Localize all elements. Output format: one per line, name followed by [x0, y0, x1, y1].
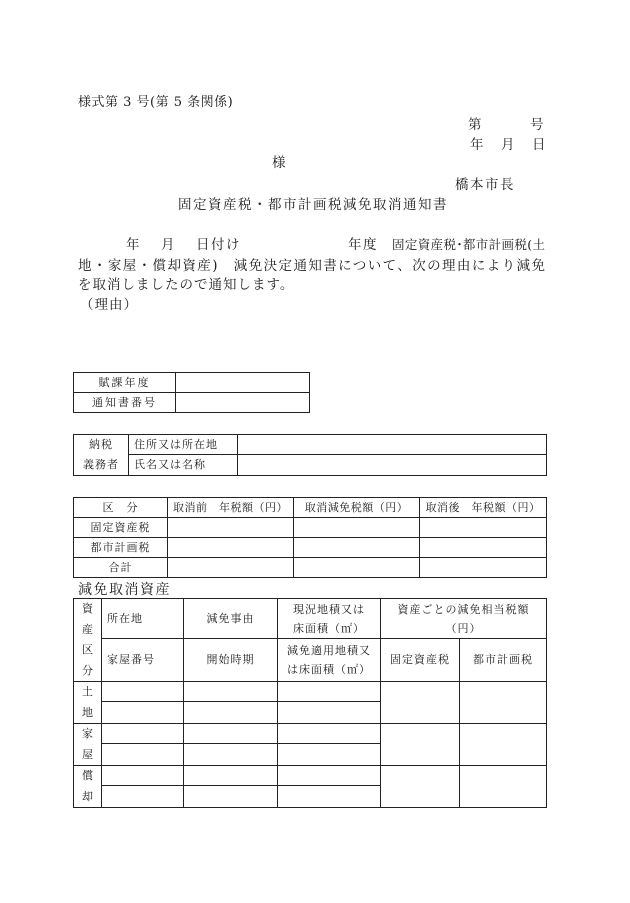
- body-date-day-label: 日付け: [196, 237, 241, 253]
- after-cancel-header: 取消後 年税額（円）: [420, 498, 547, 518]
- asset-type-land: [74, 682, 102, 724]
- tax-amount-table: [73, 497, 547, 578]
- asset-cell: [278, 682, 381, 702]
- cancelled-reduction-header: 取消減免税額（円）: [294, 498, 420, 518]
- issuer-name: 橋本市長: [455, 177, 515, 193]
- assets-header-row-1: [74, 599, 547, 639]
- amount-cell: [420, 518, 547, 538]
- asset-cell: [184, 786, 278, 808]
- total-row-label: 合計: [74, 558, 168, 578]
- body-date-month-label: 月: [161, 237, 175, 253]
- table-row: [74, 538, 547, 558]
- amount-cell: [420, 558, 547, 578]
- taxpayer-address-label: 住所又は所在地: [129, 435, 238, 455]
- document-title: 固定資産税・都市計画税減免取消通知書: [178, 197, 448, 213]
- assets-table: [73, 598, 547, 808]
- assessment-year-label: 賦課年度: [74, 373, 176, 393]
- amount-cell: [294, 558, 420, 578]
- asset-cell: [102, 766, 184, 786]
- body-line-3: を取消しましたので通知します。: [78, 277, 295, 293]
- reduction-tax-group-header-line-1: 資産ごとの減免相当税額: [397, 602, 530, 616]
- amount-cell: [168, 558, 294, 578]
- city-planning-tax-header: 都市計画税: [460, 639, 547, 682]
- body-line-1-rest: 固定資産税･都市計画税(土: [392, 237, 545, 252]
- asset-cell: [184, 724, 278, 744]
- asset-type-depreciable-label: 償却: [82, 769, 93, 803]
- taxpayer-table: [73, 434, 547, 476]
- asset-tax-cell: [460, 682, 547, 724]
- asset-cell: [278, 766, 381, 786]
- asset-cell: [278, 744, 381, 766]
- reduction-tax-group-header: [381, 599, 547, 639]
- assessment-year-value: [176, 373, 310, 393]
- amount-cell: [168, 538, 294, 558]
- reduction-tax-group-header-line-2: （円）: [445, 621, 482, 635]
- addressee-suffix: 様: [272, 155, 286, 171]
- taxpayer-address-value: [238, 435, 547, 455]
- table-row: [74, 682, 547, 702]
- asset-type-land-label: 土地: [82, 685, 93, 719]
- notice-number-value: [176, 393, 310, 413]
- body-fiscal-year-label: 年度: [348, 237, 378, 253]
- table-row: [74, 766, 547, 786]
- notice-info-table: [73, 372, 310, 413]
- asset-tax-cell: [460, 766, 547, 808]
- city-planning-tax-row-label: 都市計画税: [74, 538, 168, 558]
- amount-cell: [168, 518, 294, 538]
- table-row: [74, 558, 547, 578]
- category-header: 区 分: [74, 498, 168, 518]
- current-area-header-line-2: 床面積（㎡）: [293, 621, 365, 635]
- amount-cell: [420, 538, 547, 558]
- document-number-line: 第 号: [468, 117, 546, 133]
- asset-cell: [102, 702, 184, 724]
- asset-cell: [184, 744, 278, 766]
- tax-amount-header-row: [74, 498, 547, 518]
- table-row: [74, 518, 547, 538]
- asset-cell: [184, 766, 278, 786]
- asset-cell: [102, 724, 184, 744]
- assets-section-heading: 減免取消資産: [78, 582, 171, 598]
- house-number-header: 家屋番号: [102, 639, 184, 682]
- asset-cell: [184, 702, 278, 724]
- fixed-asset-tax-row-label: 固定資産税: [74, 518, 168, 538]
- taxpayer-name-value: [238, 455, 547, 476]
- taxpayer-group-label-line-2: 義務者: [83, 458, 119, 471]
- asset-tax-cell: [460, 724, 547, 766]
- asset-cell: [184, 682, 278, 702]
- asset-cell: [278, 724, 381, 744]
- asset-type-depreciable: [74, 766, 102, 808]
- reason-header: 減免事由: [184, 599, 278, 639]
- asset-tax-cell: [381, 766, 460, 808]
- notice-number-label: 通知書番号: [74, 393, 176, 413]
- body-date-year-label: 年: [126, 237, 140, 253]
- current-area-header-line-1: 現況地積又は: [293, 602, 365, 616]
- asset-tax-cell: [381, 724, 460, 766]
- asset-cell: [278, 786, 381, 808]
- asset-cell: [102, 682, 184, 702]
- current-area-header: [278, 599, 381, 639]
- taxpayer-name-label: 氏名又は名称: [129, 455, 238, 476]
- document-date-line: 年 月 日: [470, 137, 548, 153]
- fixed-asset-tax-header: 固定資産税: [381, 639, 460, 682]
- body-line-2: 地・家屋・償却資産) 減免決定通知書について、次の理由により減免: [78, 258, 545, 274]
- amount-cell: [294, 518, 420, 538]
- assets-header-row-2: [74, 639, 547, 682]
- asset-type-house: [74, 724, 102, 766]
- before-cancel-header: 取消前 年税額（円）: [168, 498, 294, 518]
- start-period-header: 開始時期: [184, 639, 278, 682]
- asset-cell: [102, 744, 184, 766]
- asset-type-header-text: 資産区分: [82, 602, 93, 677]
- applied-area-header: [278, 639, 381, 682]
- location-header: 所在地: [102, 599, 184, 639]
- form-label: 様式第 3 号(第 5 条関係): [78, 95, 234, 110]
- applied-area-header-line-2: は床面積（㎡）: [287, 663, 371, 677]
- asset-type-house-label: 家屋: [82, 727, 93, 761]
- amount-cell: [294, 538, 420, 558]
- asset-cell: [278, 702, 381, 724]
- asset-cell: [102, 786, 184, 808]
- table-row: [74, 724, 547, 744]
- asset-tax-cell: [381, 682, 460, 724]
- asset-type-header: [74, 599, 102, 682]
- taxpayer-group-label-line-1: 納税: [89, 438, 113, 451]
- applied-area-header-line-1: 減免適用地積又: [287, 644, 371, 658]
- taxpayer-group-label: [74, 435, 129, 476]
- reason-label: （理由）: [80, 297, 138, 313]
